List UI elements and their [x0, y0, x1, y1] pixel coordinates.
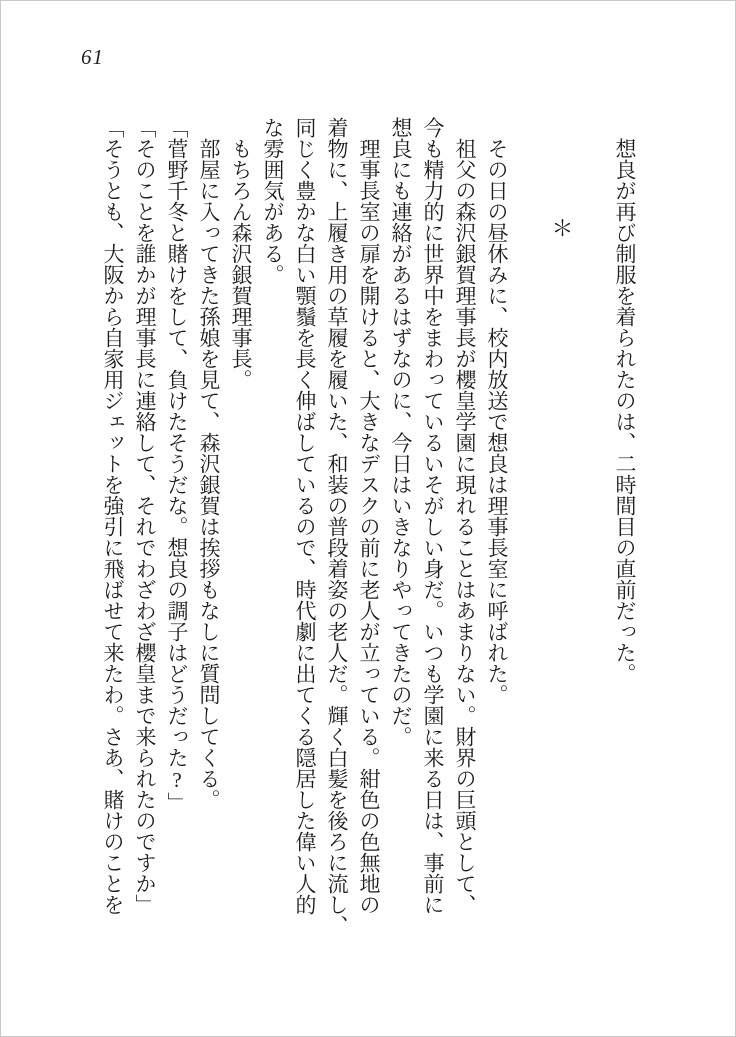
vertical-text-block	[95, 117, 641, 965]
text-line: 部屋に入ってきた孫娘を見て、森沢銀賀は挨拶もなしに質問してくる。	[197, 117, 221, 810]
text-line: 今も精力的に世界中をまわっているいそがしい身だ。いつも学園に来る日は、事前に	[421, 117, 445, 915]
text-line: 想良にも連絡があるはずなのに、今日はいきなりやってきたのだ。	[389, 117, 413, 747]
text-line: 同じく豊かな白い顎鬚を長く伸ばしているので、時代劇に出てくる隠居した偉い人的	[293, 117, 317, 915]
text-line: な雰囲気がある。	[261, 117, 285, 285]
text-line: もちろん森沢銀賀理事長。	[229, 117, 253, 390]
text-line: 祖父の森沢銀賀理事長が櫻皇学園に現れることはあまりない。財界の巨頭として、	[453, 117, 477, 915]
text-line: 着物に、上履き用の草履を履いた、和装の普段着姿の老人だ。輝く白髪を後ろに流し、	[325, 117, 349, 936]
text-line: 「そうとも、大阪から自家用ジェットを強引に飛ばせて来たわ。さあ、賭けのことを	[101, 117, 125, 915]
blank-line	[577, 117, 609, 965]
text-line: 理事長室の扉を開けると、大きなデスクの前に老人が立っている。紺色の色無地の	[357, 117, 381, 915]
text-line: 想良が再び制服を着られたのは、二時間目の直前だった。	[613, 117, 637, 684]
blank-line	[513, 117, 545, 965]
text-line: その日の昼休みに、校内放送で想良は理事長室に呼ばれた。	[485, 117, 509, 705]
section-separator: ＊	[549, 217, 574, 239]
text-line: 「菅野千冬と賭けをして、負けたそうだな。想良の調子はどうだった?」	[165, 117, 189, 813]
text-line: 「そのことを誰かが理事長に連絡して、それでわざわざ櫻皇まで来られたのですか」	[133, 117, 157, 915]
page-number: 61	[81, 45, 104, 69]
